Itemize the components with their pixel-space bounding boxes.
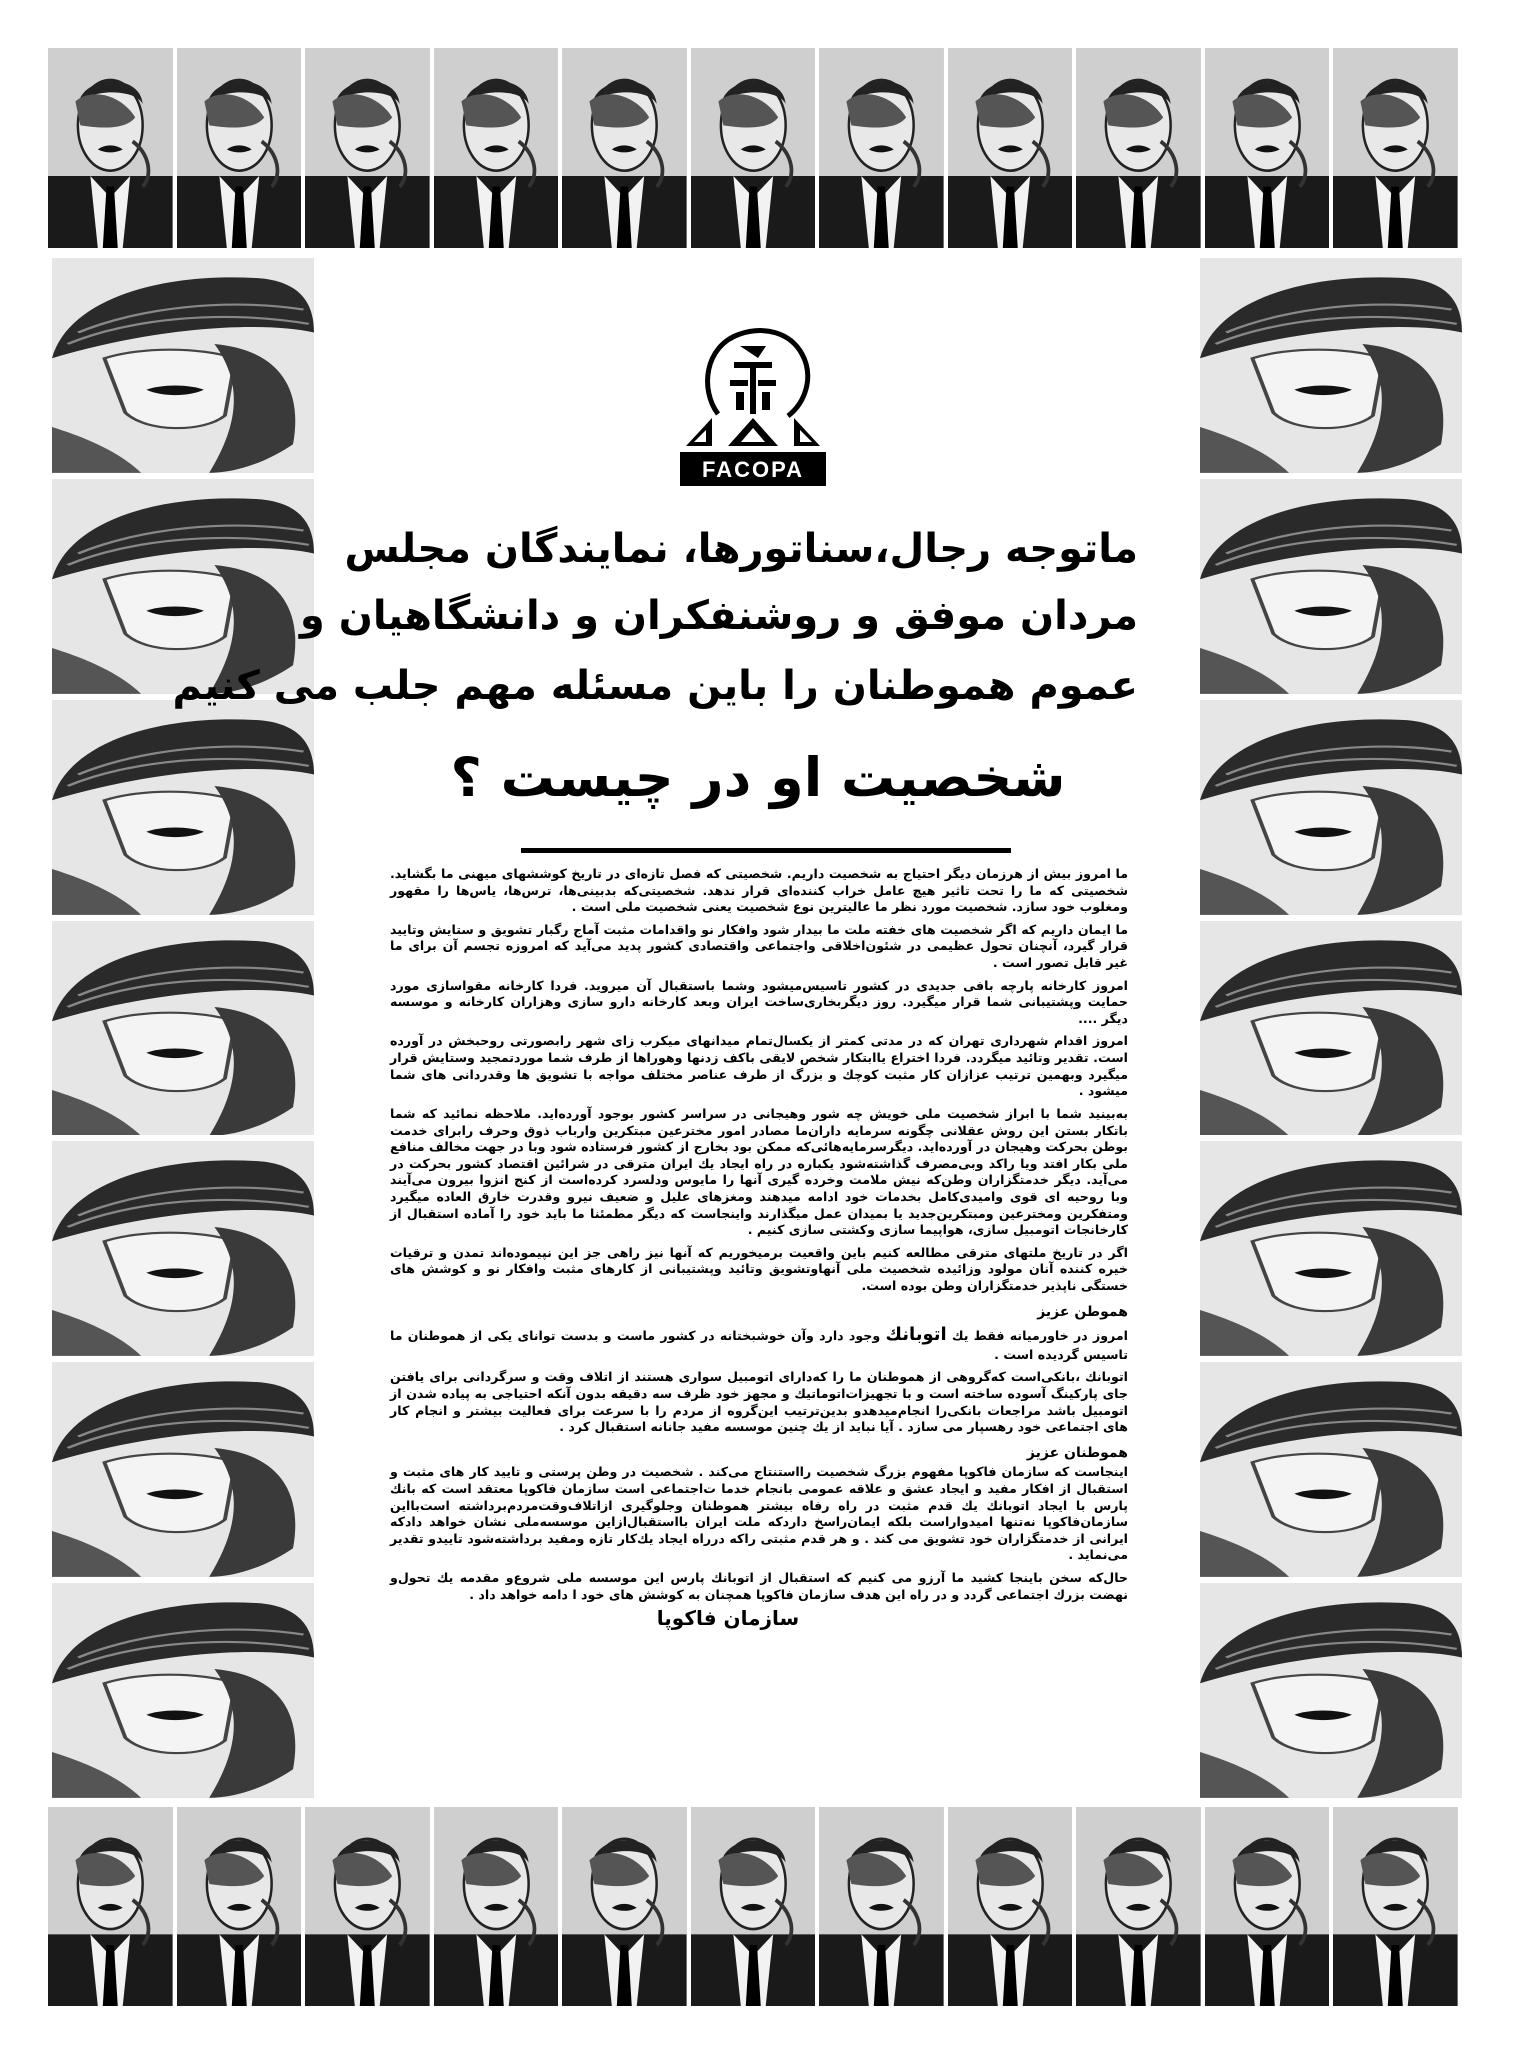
photo-tile-man [819,1807,944,2006]
photo-tile-man [305,1807,430,2006]
headline-line-3: عموم هموطنان را باین مسئله مهم جلب می کنیم [172,663,1138,709]
photo-tile-man [434,48,559,248]
photo-tile-woman [1200,1141,1462,1356]
autobank-brand: اتوبانك [885,1324,947,1346]
photo-tile-man [177,1807,302,2006]
photo-tile-woman [1200,258,1462,473]
right-photo-column [1200,258,1462,1798]
paragraph: ما امروز بیش از هرزمان دیگر احتیاج به شخصیت داریم. شخصیتی که فصل تازه‌ای در تاریخ کوششهای میهنی ما بگشاید. شخصیتی که ما را تحت تاثیر هیچ عامل خراب کننده‌ای قرار ندهد. شخصیتی‌که بدبینی‌ها، ترس‌ها، یاس‌ها را مقهور ومغلوب خود سازد. شخصیت مورد نظر ما عالیترین نوع شخصیت یعنی شخصیت ملی است . [390,866,1128,915]
photo-tile-man [562,1807,687,2006]
paragraph: اینجاست که سازمان فاکوپا مفهوم بزرگ شخصیت رااستنتاج می‌کند . شخصیت در وطن پرستی و تایید کار های مثبت و استقبال از افکار مفید و ایجاد عشق و علاقه عمومی بانجام خدما ت‌اجتماعی است سازمان فاکوپا معتقد است که بانك پارس با ایجاد اتوبانك یك قدم مثبت در راه رفاه بیشتر هموطنان وجلوگیری ازاتلاف‌وقت‌مردم‌برداشته است‌بااین سازمان‌فاکوپا نه‌تنها امیدواراست بلکه ایمان‌راسخ داردکه ملت ایران بااستقبال‌ازاین موسسه‌ملی نشان خواهد دادکه ایرانی از خدمتگزاران خود تشویق می کند . و هر قدم مثبتی راکه درراه ایجاد یك‌کار تازه ومفید برداشته‌شود تاییدو تقدیر می‌نماید . [390,1464,1128,1563]
photo-tile-woman [52,921,314,1136]
top-photo-strip [48,48,1458,248]
subheading: هموطن عزیز [1037,1303,1128,1320]
photo-tile-woman [52,1362,314,1577]
paragraph: امروز اقدام شهرداری تهران که در مدتی کمتر از یکسال‌تمام میدانهای میکرب زای شهر رابصورتی روحبخش در آورده است. تقدیر وتائید میگردد. فردا اختراع یاابتکار شخص لایقی باکف زدنها وهوراها از طرف شما مورد‌تمجید وستایش قرار میگیرد وبهمین ترتیب عزازان کار مثبت کوچك و بزرگ از طرف عناصر مختلف مواجه با تشویق ها وقدردانی های شما میشود . [390,1033,1128,1099]
photo-tile-man [691,48,816,248]
photo-tile-man [948,48,1073,248]
photo-tile-man [305,48,430,248]
paragraph [390,1323,1128,1363]
photo-tile-woman [52,700,314,915]
subheading: هموطنان عزیز [1026,1444,1128,1461]
photo-tile-man [562,48,687,248]
photo-tile-woman [1200,479,1462,694]
paragraph: به‌بینید شما با ابراز شخصیت ملی خویش چه شور وهیجانی در سراسر کشور بوجود آورده‌اید. ملاحظه نمائید که شما باتکار بستن این روش عقلانی چگونه سرمایه داران‌ما مصادر امور مخترعین مبتکرین وارباب ذوق وحرف رابرای خدمت بوطن بحرکت وهیجان در آورده‌اید. دیگرسرمایه‌هائی‌که ممکن بود بخارج از کشور فرستاده شود وبا در جهت مخالف منافع ملی بکار افتد ویا راکد وبی‌مصرف گذاشته‌شود یکباره در راه ایجاد یك ایران مترقی در شرائین اقتصاد کشور بحرکت در می‌آید. دیگر خدمتگزاران وطن‌که نیش ملامت وخرده گیری آنها را مایوس ودلسرد کرده‌است از کنج انزوا بیرون می‌آیند وبا روحیه ای قوی وامیدی‌کامل بخدمات خود ادامه میدهند ومغزهای علیل و ضعیف نیرو وقدرت خارق العاده میگیرد ومتفکرین ومخترعین ومبتکرین‌جدید یا بمیدان عمل میگذارند واینجاست که دیگر مطمئنا ما باید خود را آماده استقبال از کارخانجات اتومبیل سازی، هواپیما سازی وکشتی سازی کنیم . [390,1105,1128,1238]
advertisement-panel [172,258,1180,1798]
photo-tile-woman [1200,700,1462,915]
photo-tile-man [1333,1807,1458,2006]
left-photo-column [52,258,314,1798]
photo-tile-woman [1200,1583,1462,1798]
photo-tile-man [48,1807,173,2006]
photo-tile-man [948,1807,1073,2006]
bottom-photo-strip [48,1807,1458,2006]
photo-tile-man [48,48,173,248]
paragraph-fragment: وجود دارد وآن خوشبختانه در کشور ماست و بدست توانای یکی از هموطنان ما تاسیس گردیده است . [390,1328,1128,1362]
photo-tile-woman [52,1583,314,1798]
photo-tile-man [1076,1807,1201,2006]
photo-tile-woman [52,479,314,694]
photo-tile-man [1205,1807,1330,2006]
photo-tile-woman [52,258,314,473]
paragraph-fragment: امروز در خاورمیانه فقط یك [952,1328,1128,1344]
signature: سازمان فاکوپا [656,1606,800,1630]
headline-question: شخصیت او در چیست ؟ [450,746,1066,809]
photo-tile-man [819,48,944,248]
photo-tile-man [434,1807,559,2006]
logo-brand-text: FACOPA [701,457,805,482]
divider-rule [521,848,1011,853]
paragraph: اگر در تاریخ ملتهای مترقی مطالعه کنیم باین واقعیت برمیخوریم که آنها نیز راهی جز این نپیموده‌اند تمدن و ترقیات خیره کننده آنان مولود وزائیده شخصیت ملی آنهاوتشویق وتائید وپشتیبانی از کارهای مثبت وافکار نو و کوشش های خستگی ناپذیر خدمتگزاران وطن بوده است. [390,1244,1128,1294]
paragraph: ما ایمان داریم که اگر شخصیت های خفته ملت ما بیدار شود وافکار نو واقدامات مثبت آماج رگبار تشویق و ستایش وتایید قرار گیرد، آنچنان تحول عظیمی در شئون‌اخلاقی واجتماعی واقتصادی کشور پدید می‌آید که امروزه تجسم آن برای ما غیر قابل تصور است . [390,921,1128,971]
headline-line-2: مردان موفق و روشنفکران و دانشگاهیان و [299,593,1138,639]
photo-tile-man [1333,48,1458,248]
photo-tile-man [177,48,302,248]
headline-line-1: ماتوجه رجال،سناتورها، نمایندگان مجلس [344,526,1138,572]
paragraph: امروز کارخانه پارچه بافی جدیدی در کشور تاسیس‌میشود وشما باستقبال آن میروید. فردا کارخانه مقواسازی مورد حمایت وپشتیبانی شما قرار میگیرد. روز دیگربخاری‌ساخت ایران وبعد کارخانه دارو سازی وهزاران کارخانه و موسسه دیگر .... [390,977,1128,1026]
photo-tile-man [1205,48,1330,248]
photo-tile-woman [1200,1362,1462,1577]
body-text [390,866,1128,1609]
photo-tile-woman [52,1141,314,1356]
photo-tile-woman [1200,921,1462,1136]
photo-tile-man [691,1807,816,2006]
paragraph: حال‌که سخن باینجا کشید ما آرزو می کنیم که استقبال از اتوبانك پارس این موسسه ملی شروع‌و مقدمه یك تحول‌و نهضت بزرك اجتماعی گردد و در راه این هدف سازمان فاکوپا همچنان به کوشش های خود ا دامه خواهد داد . [390,1570,1128,1602]
paragraph: اتوبانك ،بانکی‌است که‌گروهی از هموطنان ما را که‌دارای اتومبیل سواری هستند از اتلاف وقت و سرگردانی برای یافتن جای پارکینگ آسوده ساخته است و با تجهیزات‌اتوماتیك و مجهز خود ظرف سه دقیقه بدون آنکه احتیاجی به پیاده شدن از اتومبیل باشد مراجعات بانکی‌را انجام‌میدهدو بدین‌ترتیب این‌گروه از مردم را با سرعت برای فعالیت بیشتر و انجام کار های اجتماعی خود رهسپار می سازد . آیا نباید از یك چنین موسسه مفید جانانه استقبال کرد . [390,1369,1128,1435]
photo-tile-man [1076,48,1201,248]
facopa-logo [678,318,828,490]
